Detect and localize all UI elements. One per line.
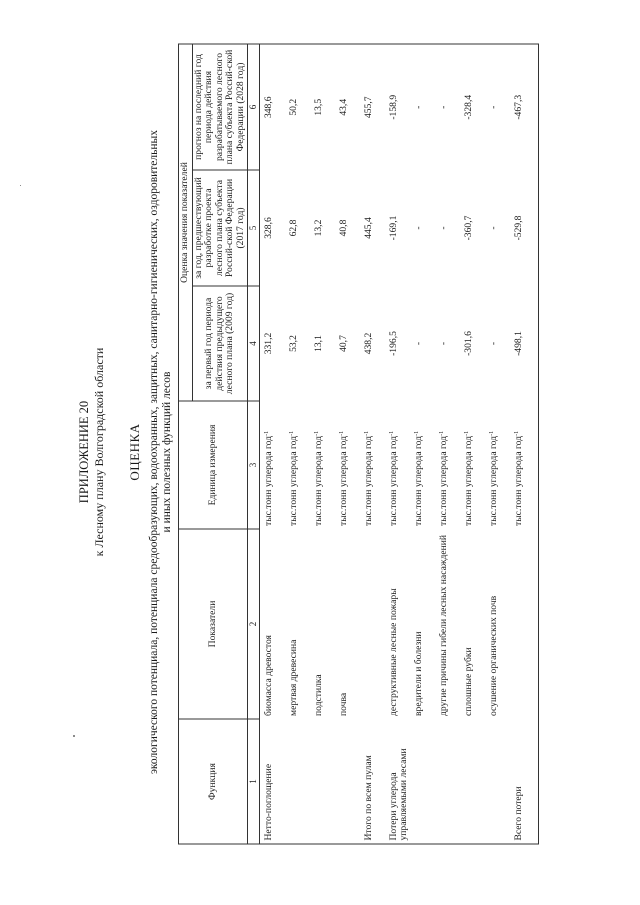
unit-text: тыс.тонн углерода год (462, 435, 474, 526)
value-2028-forecast: 348,6 (259, 44, 288, 170)
scan-speck (20, 185, 21, 186)
indicator-cell: почва (337, 692, 349, 716)
unit-text: тыс.тонн углерода год (262, 435, 274, 526)
header-forecast: прогноз на последний год периода действия разрабатываемого лесного плана субъекта Россий-ской Федерации (2028 год) (192, 44, 248, 170)
header-first-year: за первый год периода действия предыдущего лесного плана (2009 год) (192, 286, 248, 401)
value-2009: - (487, 341, 499, 346)
function-cell (338, 719, 363, 844)
unit-cell (413, 401, 438, 529)
value-2017: - (412, 226, 424, 230)
unit-cell (259, 401, 288, 529)
table-row (259, 44, 288, 844)
function-cell (438, 719, 463, 844)
value-2028-forecast: -158,9 (388, 44, 413, 170)
column-number: 2 (248, 529, 260, 719)
rotated-page (70, 30, 570, 875)
unit-exponent: -1 (363, 430, 370, 436)
function-cell: Потери углерода управляемыми лесами (388, 719, 413, 844)
unit-text: тыс.тонн углерода год (387, 435, 399, 526)
column-number: 5 (248, 170, 260, 286)
value-2017: 13,2 (312, 219, 324, 237)
unit-cell (438, 401, 463, 529)
table-row (388, 44, 413, 844)
indicator-cell: осушение органических почв (487, 595, 499, 716)
function-cell: Всего потери (513, 719, 539, 844)
indicator-cell (363, 529, 388, 719)
unit-exponent: -1 (388, 430, 395, 436)
unit-exponent: -1 (513, 430, 520, 436)
header-estimate-group: Оценка значения показателей (179, 44, 193, 401)
table-row (413, 44, 438, 844)
function-cell (413, 719, 438, 844)
table-row (313, 44, 338, 844)
table-row (288, 44, 313, 844)
value-2028-forecast: - (488, 44, 513, 170)
document-title: ОЦЕНКА (127, 423, 142, 481)
value-2017: -169,1 (387, 215, 399, 241)
unit-cell (313, 401, 338, 529)
indicator-cell: другие причины гибели лесных насаждений (437, 535, 449, 716)
document-subtitle-line1: экологического потенциала, потенциала средообразующих, водоохранных, защитных, санитарно-гигиенических, оздоровительных (148, 129, 160, 775)
table-row (363, 44, 388, 844)
value-2009: 53,2 (287, 335, 299, 352)
value-2028-forecast: 50,2 (288, 44, 313, 170)
document-subtitle-line2: и иных полезных функций лесов (161, 371, 173, 533)
value-2009: 331,2 (262, 332, 274, 355)
unit-cell (338, 401, 363, 529)
indicator-cell: вредители и болезни (412, 631, 424, 716)
header-year-before: за год, предшествующий разработке проекта лесного плана субъекта Россий-ской Федерации (2017 год) (192, 170, 248, 286)
header-indicators: Показатели (179, 529, 248, 719)
indicator-cell: подстилка (312, 674, 324, 716)
function-cell (463, 719, 488, 844)
unit-exponent: -1 (488, 430, 495, 436)
column-number: 1 (248, 719, 260, 844)
unit-exponent: -1 (288, 430, 295, 436)
value-2009: - (437, 341, 449, 346)
value-2009: -196,5 (387, 331, 399, 356)
value-2028-forecast: 455,7 (363, 44, 388, 170)
indicator-cell: деструктивные лесные пожары (387, 588, 399, 716)
function-cell (488, 719, 513, 844)
header-unit: Единица измерения (179, 401, 248, 529)
unit-exponent: -1 (413, 430, 420, 436)
column-number: 6 (248, 44, 260, 170)
unit-exponent: -1 (263, 430, 270, 436)
carbon-assessment-table (178, 44, 539, 845)
value-2009: -498,1 (513, 286, 539, 401)
unit-exponent: -1 (338, 430, 345, 436)
unit-cell (288, 401, 313, 529)
function-cell (288, 719, 313, 844)
appendix-label: ПРИЛОЖЕНИЕ 20 (77, 400, 91, 504)
value-2028-forecast: - (438, 44, 463, 170)
function-cell: Итого по всем пулам (363, 719, 388, 844)
unit-text: тыс.тонн углерода год (412, 435, 424, 526)
value-2017: - (487, 226, 499, 230)
table-row (338, 44, 363, 844)
indicator-cell: мертвая древесина (287, 639, 299, 716)
unit-cell (388, 401, 413, 529)
unit-text: тыс.тонн углерода год (337, 435, 349, 526)
table-row (438, 44, 463, 844)
column-number: 4 (248, 286, 260, 401)
value-2028-forecast: -328,4 (463, 44, 488, 170)
value-2009: 40,7 (337, 335, 349, 352)
table-row (463, 44, 488, 844)
unit-text: тыс.тонн углерода год (312, 435, 324, 526)
table-row (488, 44, 513, 844)
unit-text: тыс.тонн углерода год (512, 435, 524, 526)
unit-exponent: -1 (438, 430, 445, 436)
value-2017: -360,7 (462, 215, 474, 241)
unit-text: тыс.тонн углерода год (487, 435, 499, 526)
value-2017: 40,8 (337, 219, 349, 237)
unit-exponent: -1 (463, 430, 470, 436)
table-row (513, 44, 539, 844)
indicator-cell (513, 529, 539, 719)
plan-reference: к Лесному плану Волгоградской области (92, 347, 106, 557)
value-2017: 328,6 (262, 217, 274, 239)
value-2028-forecast: -467,3 (513, 44, 539, 170)
value-2009: 13,1 (312, 335, 324, 352)
value-2017: 445,4 (362, 217, 374, 239)
table-body (259, 44, 538, 844)
indicator-cell: биомасса древостоя (262, 635, 274, 716)
header-function: Функция (179, 719, 248, 844)
column-number: 3 (248, 401, 260, 529)
value-2009: - (412, 341, 424, 346)
indicator-cell: сплошные рубки (462, 647, 474, 716)
value-2028-forecast: 13,5 (313, 44, 338, 170)
unit-text: тыс.тонн углерода год (287, 435, 299, 526)
value-2017: 62,8 (287, 219, 299, 237)
unit-cell (488, 401, 513, 529)
unit-cell (513, 401, 539, 529)
unit-exponent: -1 (313, 430, 320, 436)
value-2017: - (437, 226, 449, 230)
function-cell (313, 719, 338, 844)
value-2017: -529,8 (513, 170, 539, 286)
unit-cell (363, 401, 388, 529)
value-2009: 438,2 (362, 332, 374, 355)
function-cell: Нетто-поглощение (259, 719, 288, 844)
value-2009: -301,6 (462, 331, 474, 356)
value-2028-forecast: 43,4 (338, 44, 363, 170)
value-2028-forecast: - (413, 44, 438, 170)
unit-text: тыс.тонн углерода год (362, 435, 374, 526)
unit-cell (463, 401, 488, 529)
unit-text: тыс.тонн углерода год (437, 435, 449, 526)
